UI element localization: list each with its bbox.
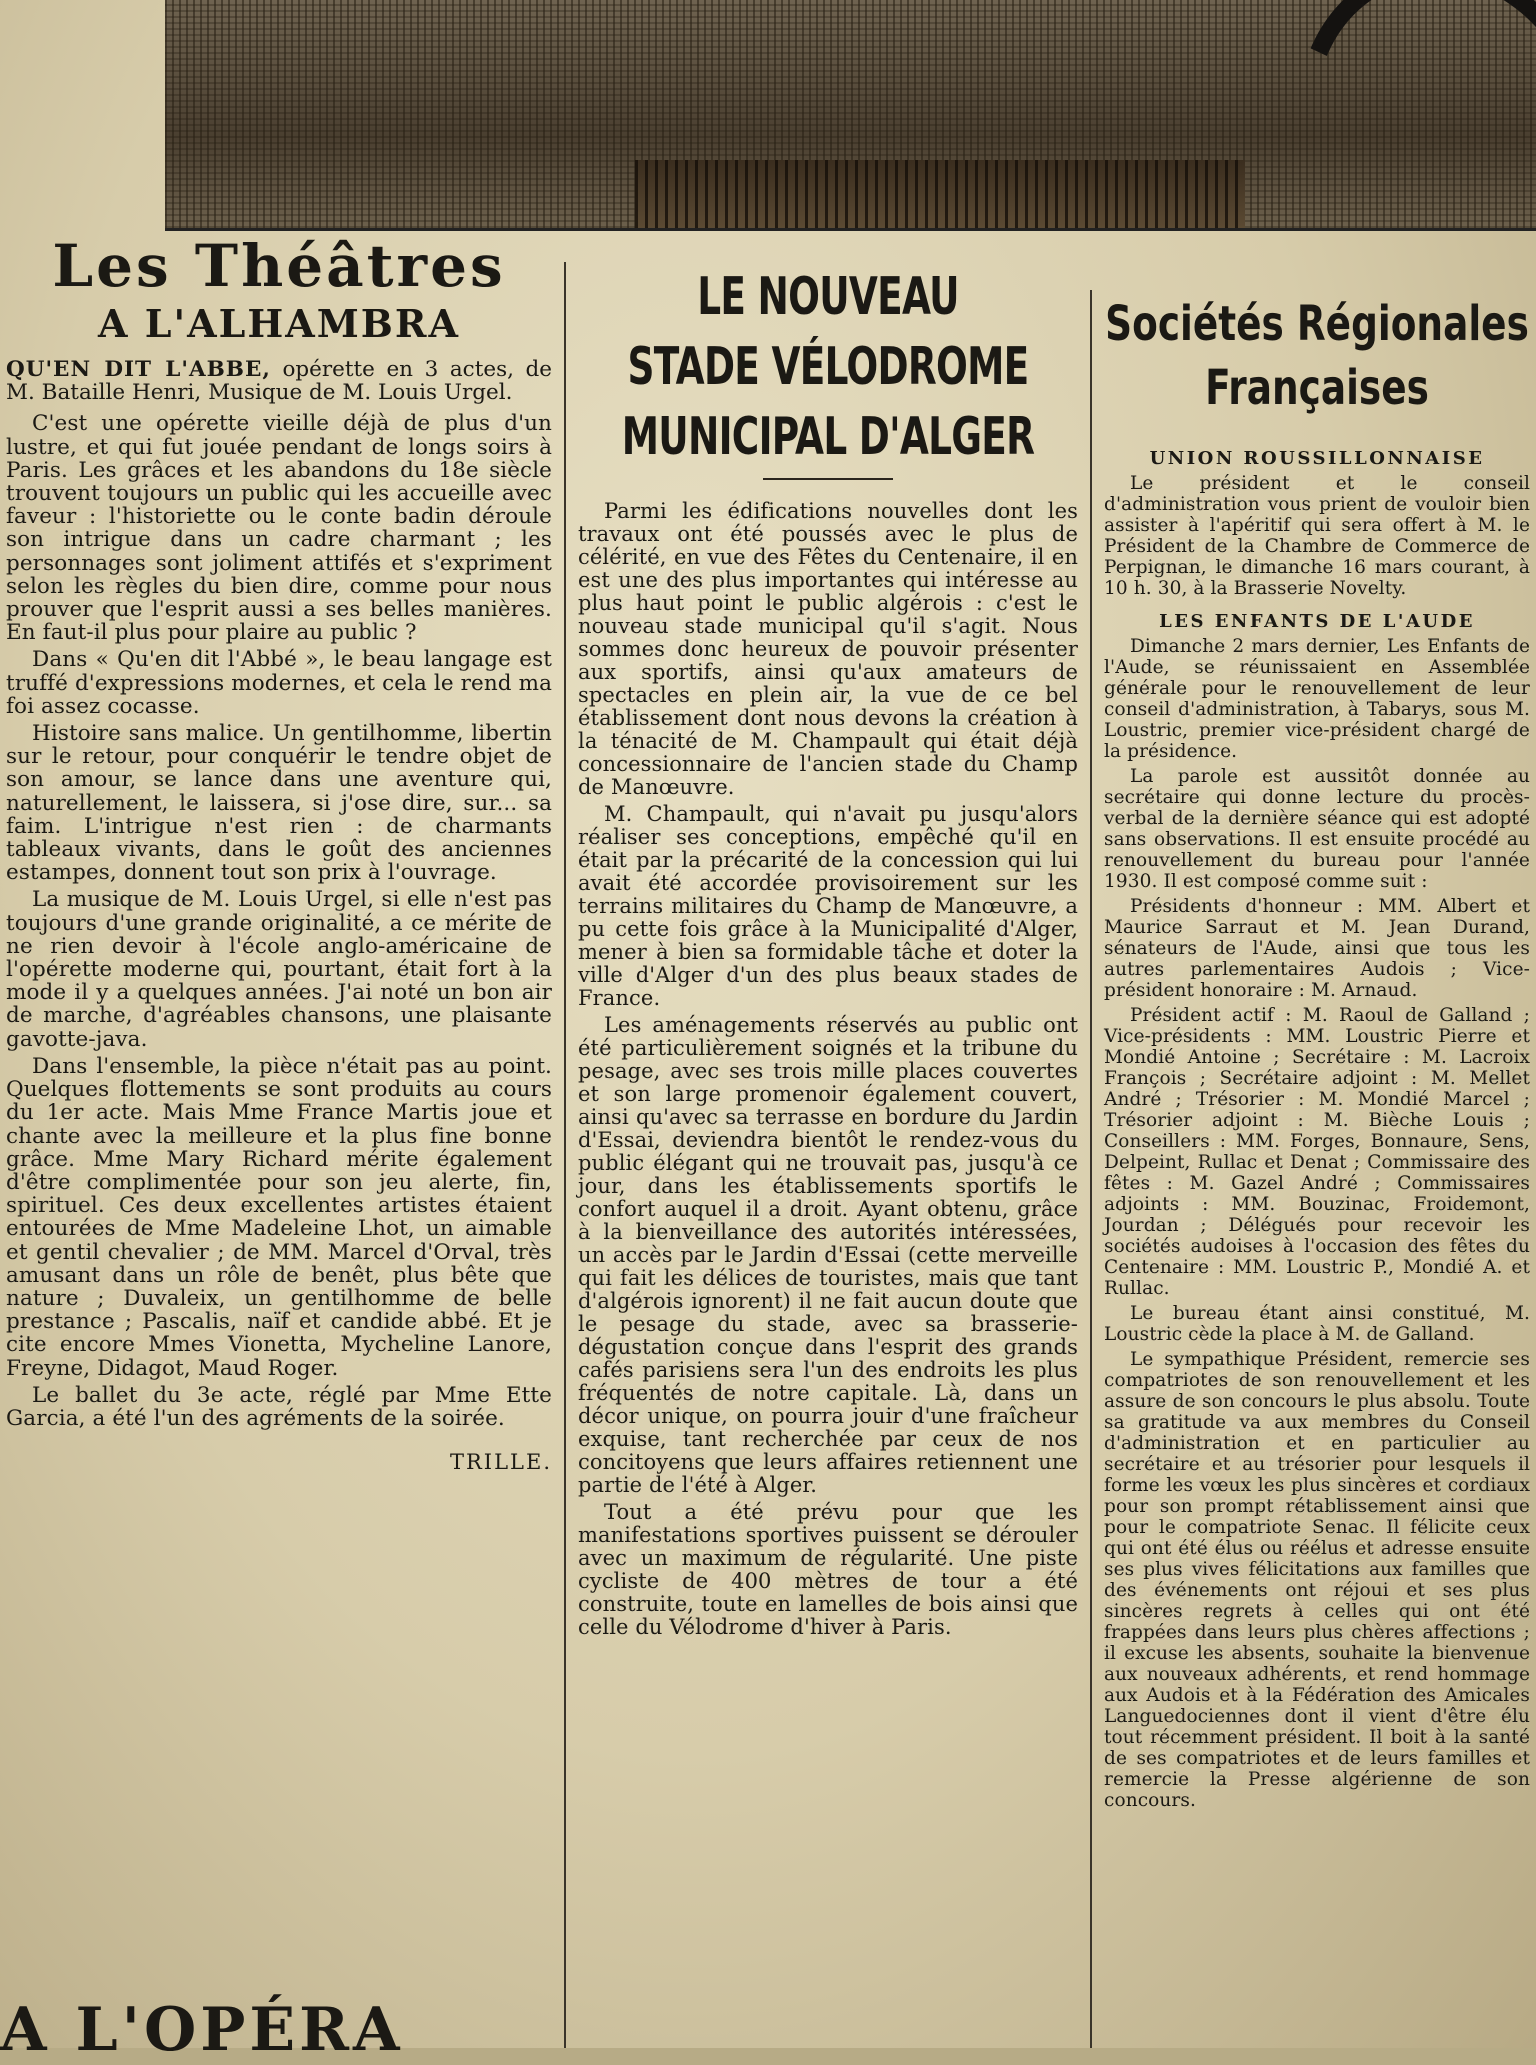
- aude-paragraph-3: Présidents d'honneur : MM. Albert et Maurice Sarraut et M. Jean Durand, sénateurs de l'Aude, ainsi que tous les autres parlementaires Audois ; Vice-président honoraire : M. Arnaud.: [1104, 896, 1530, 1001]
- aude-paragraph-4: Président actif : M. Raoul de Galland ; Vice-présidents : MM. Loustric Pierre et Mondié Antoine ; Secrétaire : M. Lacroix François ; Secrétaire adjoint : M. Mellet André ; Trésorier : M. Mondié Marcel ; Trésorier adjoint : M. Bièche Louis ; Conseillers : MM. Forges, Bonnaure, Sens, Delpeint, Rullac et Denat ; Commissaire des fêtes : M. Gazel André ; Commissaires adjoints : MM. Bouzinac, Froidemont, Jourdan ; Délégués pour recevoir les sociétés audoises à l'occasion des fêtes du Centenaire : MM. Loustric P., Mondié A. et Rullac.: [1104, 1005, 1530, 1299]
- union-paragraph-1: Le président et le conseil d'administration vous prient de vouloir bien assister à l'apéritif qui sera offert à M. le Président de la Chambre de Commerce de Perpignan, le dimanche 16 mars courant, à 10 h. 30, à la Brasserie Novelty.: [1104, 473, 1530, 599]
- stade-body: [578, 500, 1078, 1639]
- aude-paragraph-6: Le sympathique Président, remercie ses compatriotes de son renouvellement et les assure de son concours le plus absolu. Toute sa gratitude va aux membres du Conseil d'administration et en particulier au secrétaire et au trésorier pour lesquels il forme les vœux les plus sincères et cordiaux pour son prompt rétablissement ainsi que pour le compatriote Senac. Il félicite ceux qui ont été élus ou réélus et adresse ensuite ses plus vives félicitations aux familles que des événements ont réjoui et ses plus sincères regrets à celles qui ont été frappées dans leurs plus chères affections ; il excuse les absents, souhaite la bienvenue aux nouveaux adhérents, et rend hommage aux Audois et à la Fédération des Amicales Languedociennes dont il vient d'être élu tout récemment président. Il boit à la santé de ses compatriotes et de leurs familles et remercie la Presse algérienne de son concours.: [1104, 1349, 1530, 1811]
- stade-paragraph-1: Parmi les édifications nouvelles dont les travaux ont été poussés avec le plus de célérité, en vue des Fêtes du Centenaire, il en est une des plus importantes qui intéresse au plus haut point le public algérois : c'est le nouveau stade municipal qu'il s'agit. Nous sommes donc heureux de pouvoir présenter aux sportifs, ainsi qu'aux amateurs de spectacles en plein air, la vue de ce bel établissement dont nous devons la création à la ténacité de M. Champault qui était déjà concessionnaire de l'ancien stade du Champ de Manœuvre.: [578, 499, 1078, 799]
- play-title: QU'EN DIT L'ABBE,: [6, 357, 271, 382]
- play-credits: opérette en 3 actes, de M. Bataille Henri, Musique de M. Louis Urgel.: [6, 357, 552, 406]
- column-rule-left: [564, 262, 566, 2048]
- societes-headline-line-1: Sociétés Régionales: [1105, 296, 1529, 352]
- aude-paragraph-1: Dimanche 2 mars dernier, Les Enfants de l'Aude, se réunissaient en Assemblée générale pour le renouvellement de leur conseil d'administration, à Tabarys, sous M. Loustric, premier vice-président chargé de la présidence.: [1104, 636, 1530, 762]
- theatres-column: [6, 232, 552, 1474]
- enfants-aude-body: [1104, 636, 1530, 1811]
- play-intro: [6, 358, 552, 404]
- union-roussillonnaise-body: [1104, 473, 1530, 599]
- enfants-aude-label: LES ENFANTS DE L'AUDE: [1159, 611, 1475, 632]
- stade-headline-line-2: STADE VÉLODROME: [627, 337, 1029, 397]
- theatres-paragraph-4: La musique de M. Louis Urgel, si elle n'est pas toujours d'une grande originalité, a ce mérite de ne rien devoir à l'école anglo-américaine de l'opérette moderne qui, pourtant, était fort à la mode il y a quelques années. J'ai noté un bon air de marche, d'agréables chansons, une plaisante gavotte-java.: [6, 887, 552, 1052]
- theatres-paragraph-1: C'est une opérette vieille déjà de plus d'un lustre, et qui fut jouée pendant de longs soirs à Paris. Les grâces et les abandons du 18e siècle trouvent toujours un public qui les accueille avec faveur : l'historiette ou le conte badin déroule son intrigue dans un cadre charmant ; les personnages sont joliment attifés et s'expriment selon les règles du bien dire, comme pour nous prouver que l'esprit aussi a ses belles manières. En faut-il plus pour plaire au public ?: [6, 411, 552, 646]
- stade-column: [578, 262, 1078, 1643]
- theatres-paragraph-3: Histoire sans malice. Un gentilhomme, libertin sur le retour, pour conquérir le tendre objet de son amour, se lance dans une aventure qui, naturellement, le laissera, si j'ose dire, sur... sa faim. L'intrigue n'est rien : de charmants tableaux vivants, dans le goût des anciennes estampes, donnent tout son prix à l'ouvrage.: [6, 721, 552, 886]
- theatres-paragraph-2: Dans « Qu'en dit l'Abbé », le beau langage est truffé d'expressions modernes, et cela le rend ma foi assez cocasse.: [6, 647, 552, 719]
- theatres-title: Les Théâtres: [52, 232, 506, 300]
- aude-paragraph-2: La parole est aussitôt donnée au secrétaire qui donne lecture du procès-verbal de la dernière séance qui est adopté sans observations. Il est ensuite procédé au renouvellement du bureau pour l'année 1930. Il est composé comme suit :: [1104, 766, 1530, 892]
- stade-paragraph-2: M. Champault, qui n'avait pu jusqu'alors réaliser ses conceptions, empêché qu'il en était par la précarité de la concession qui lui avait été accordée provisoirement sur les terrains militaires du Champ de Manœuvre, a pu cette fois grâce à la Municipalité d'Alger, mener à bien sa formidable tâche et doter la ville d'Alger d'un des plus beaux stades de France.: [578, 802, 1078, 1010]
- stade-headline-line-1: LE NOUVEAU: [697, 267, 959, 327]
- masthead-letter-ornament: [1251, 0, 1536, 336]
- alhambra-subtitle: A L'ALHAMBRA: [98, 301, 460, 346]
- masthead-strip: [635, 160, 1245, 228]
- union-roussillonnaise-label: UNION ROUSSILLONNAISE: [1149, 448, 1485, 469]
- stade-paragraph-4: Tout a été prévu pour que les manifestations sportives puissent se dérouler avec un maximum de régularité. Une piste cycliste de 400 mètres de tour a été construite, toute en lamelles de bois ainsi que celle du Vélodrome d'hiver à Paris.: [578, 1500, 1078, 1639]
- aude-paragraph-5: Le bureau étant ainsi constitué, M. Loustric cède la place à M. de Galland.: [1104, 1303, 1530, 1345]
- author-signature: TRILLE.: [449, 1450, 552, 1475]
- stade-paragraph-3: Les aménagements réservés au public ont été particulièrement soignés et la tribune du pesage, avec ses trois mille places couvertes et son large promenoir également couvert, ainsi qu'avec sa terrasse en bordure du Jardin d'Essai, deviendra bientôt le rendez-vous du public élégant qui ne trouvait pas, jusqu'à ce jour, dans les établissements sportifs le confort auquel il a droit. Ayant obtenu, grâce à la bienveillance des autorités intéressées, un accès par le Jardin d'Essai (cette merveille qui fait les délices de touristes, mais que tant d'algérois ignorent) il ne fait aucun doute que le pesage du stade, avec sa brasserie-dégustation conçue dans l'esprit des grands cafés parisiens sera l'un des endroits les plus fréquentés de notre capitale. Là, dans un décor unique, on pourra jouir d'une fraîcheur exquise, tant recherchée par ceux de nos concitoyens que leurs affaires retiennent une partie de l'été à Alger.: [578, 1013, 1078, 1497]
- theatres-body: [6, 412, 552, 1430]
- column-rule-right: [1090, 290, 1092, 2048]
- masthead-illustration: [165, 0, 1536, 231]
- societes-headline-line-2: Françaises: [1205, 360, 1429, 416]
- theatres-paragraph-5: Dans l'ensemble, la pièce n'était pas au point. Quelques flottements se sont produits au cours du 1er acte. Mais Mme France Martis joue et chante avec la meilleure et la plus fine bonne grâce. Mme Mary Richard mérite également d'être complimentée pour son jeu alerte, fin, spirituel. Ces deux excellentes artistes étaient entourées de Mme Madeleine Lhot, un aimable et gentil chevalier ; de MM. Marcel d'Orval, très amusant dans un rôle de benêt, plus bête que nature ; Duvaleix, un gentilhomme de belle prestance ; Pascalis, naïf et candide abbé. Et je cite encore Mmes Vionetta, Mycheline Lanore, Freyne, Didagot, Maud Roger.: [6, 1053, 552, 1381]
- theatres-paragraph-6: Le ballet du 3e acte, réglé par Mme Ette Garcia, a été l'un des agréments de la soirée.: [6, 1382, 552, 1431]
- opera-heading: A L'OPÉRA: [0, 1995, 404, 2065]
- stade-headline-line-3: MUNICIPAL D'ALGER: [621, 407, 1035, 467]
- societes-headline: [1037, 292, 1536, 420]
- headline-divider: [763, 478, 893, 480]
- societes-column: [1104, 292, 1530, 1815]
